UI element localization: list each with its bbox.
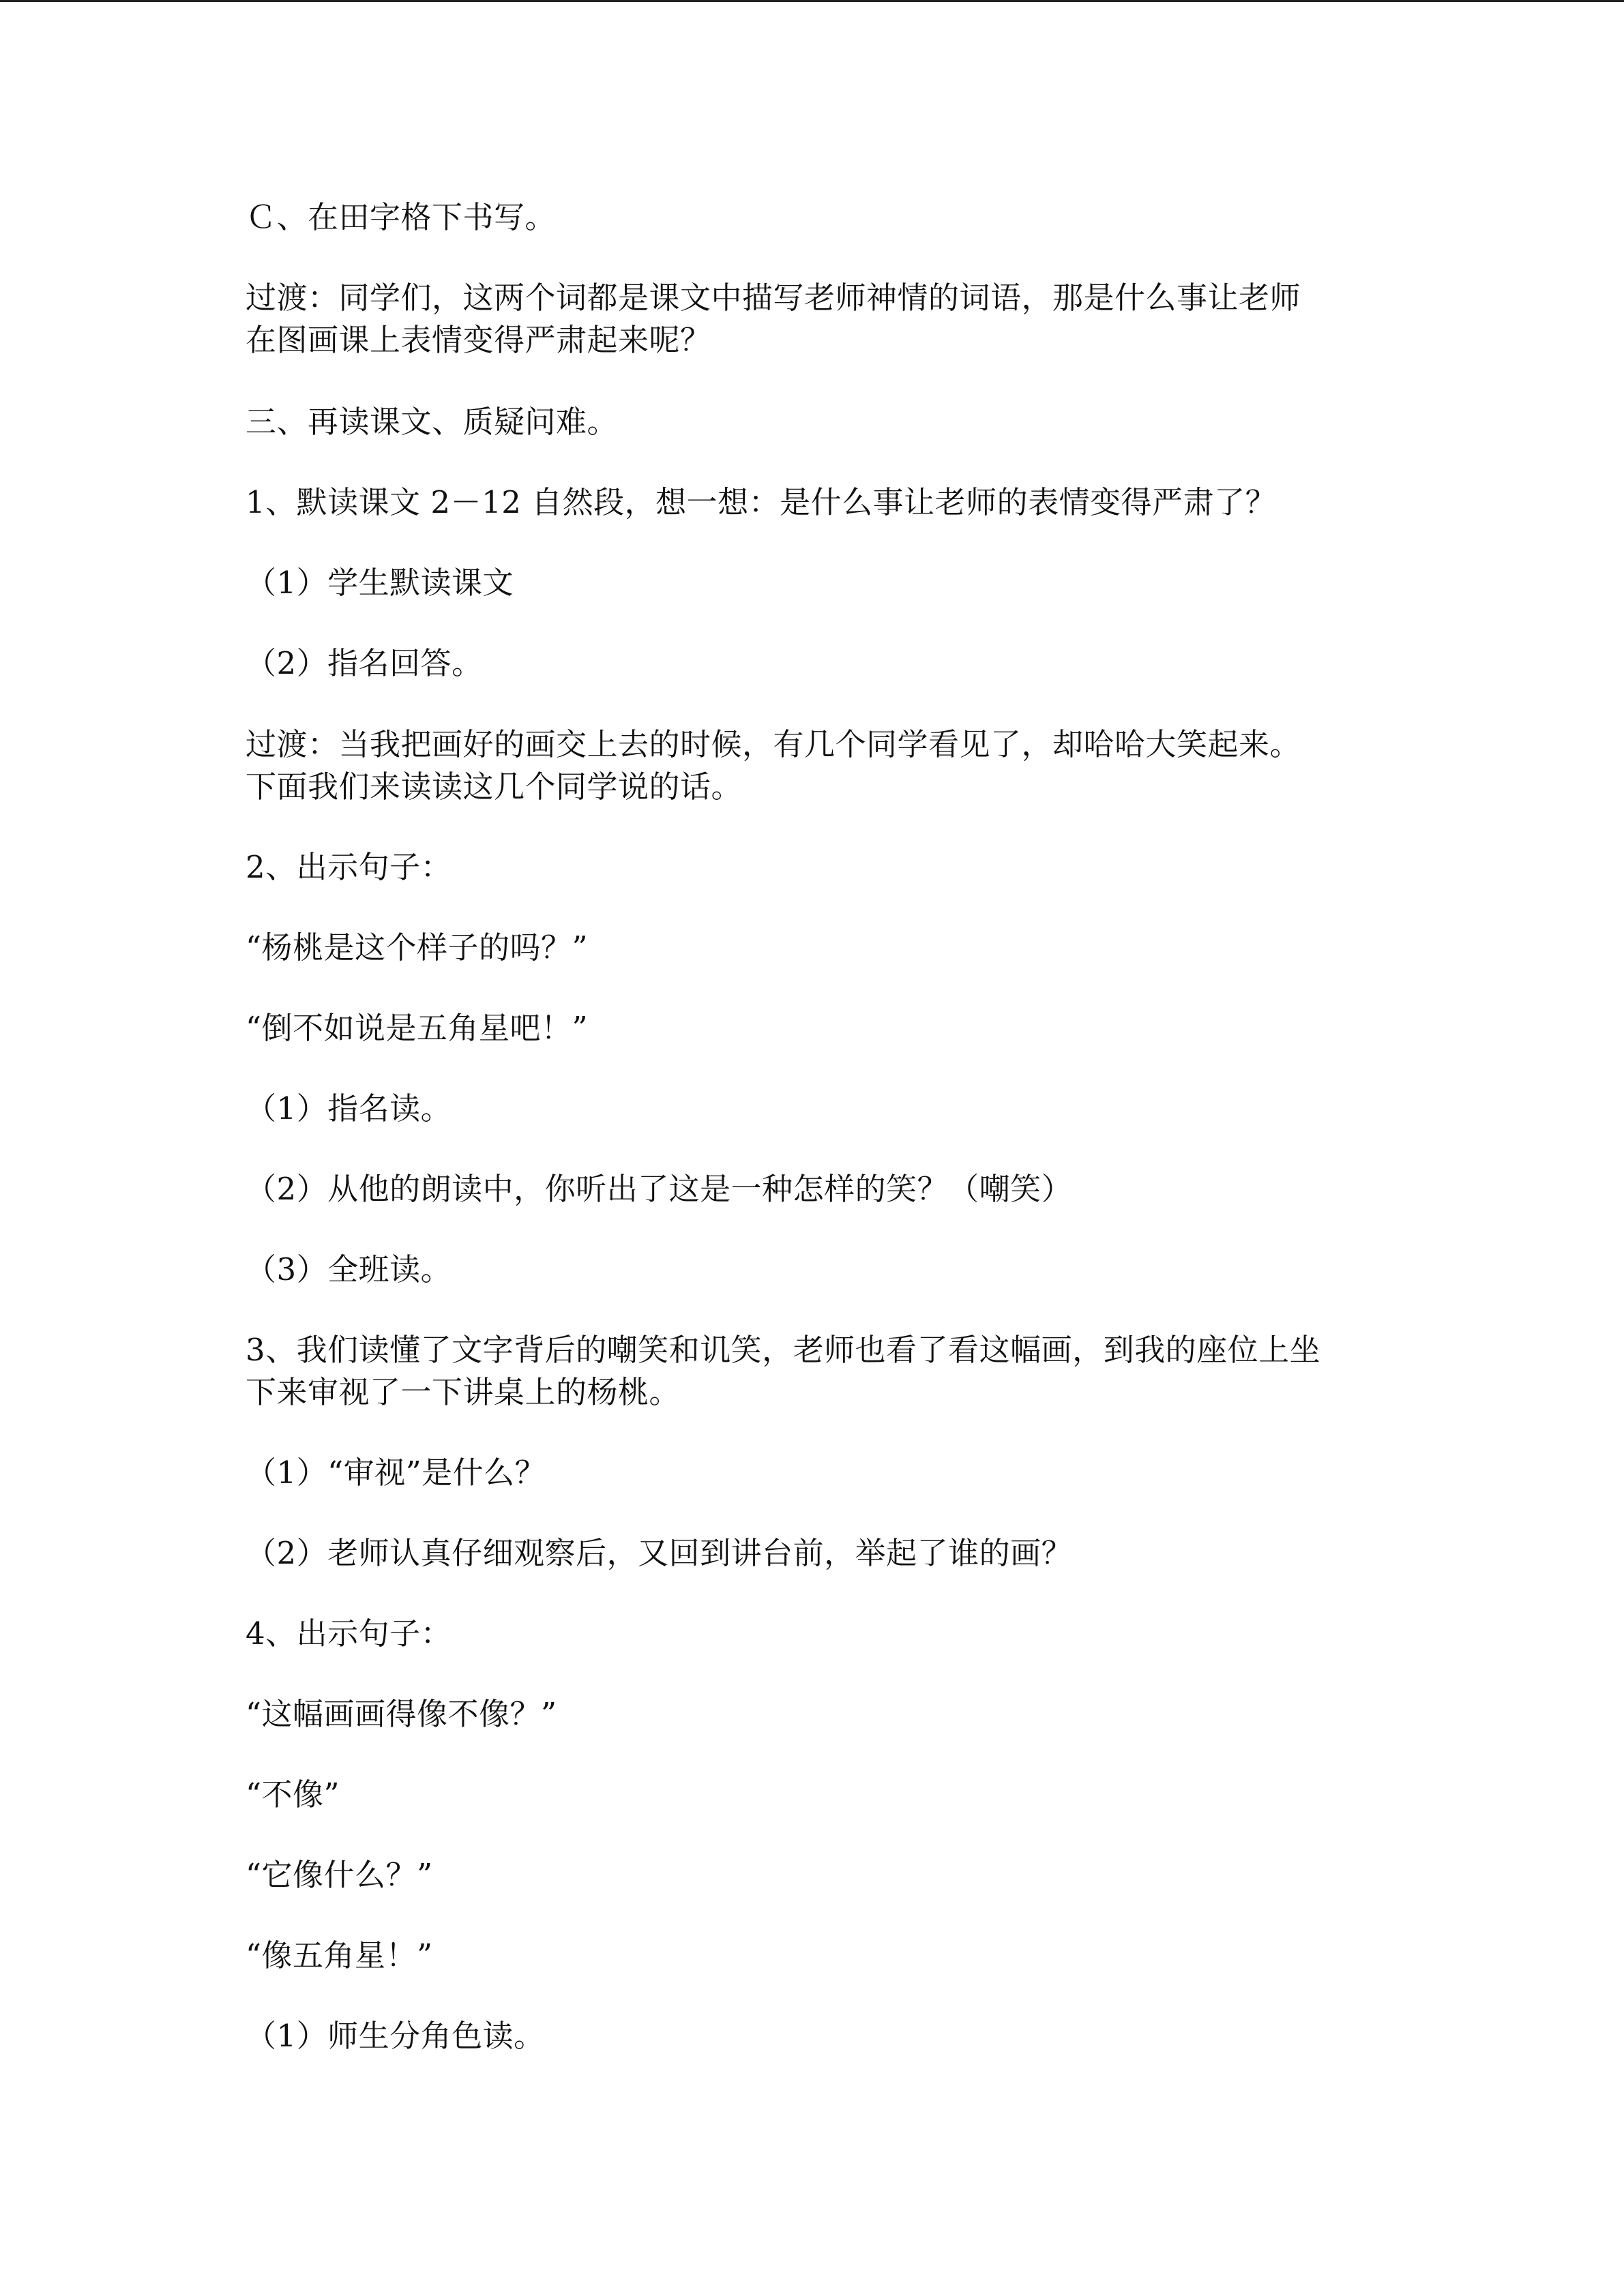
step-c-writing: Ｃ、在田字格下书写。 — [246, 199, 557, 235]
item-3-line-1: 3、我们读懂了文字背后的嘲笑和讥笑，老师也看了看这幅画，到我的座位上坐 — [246, 1332, 1321, 1368]
item-3-sub-2: （2）老师认真仔细观察后，又回到讲台前，举起了谁的画？ — [246, 1535, 1073, 1571]
section-heading-3: 三、再读课文、质疑问难。 — [246, 404, 619, 440]
quote-2: “倒不如说是五角星吧！” — [246, 1010, 589, 1046]
quote-1: “杨桃是这个样子的吗？” — [246, 929, 589, 966]
transition-paragraph-1-line-1: 过渡：同学们，这两个词都是课文中描写老师神情的词语，那是什么事让老师 — [246, 280, 1301, 316]
dialogue-line-2: “不像” — [246, 1776, 340, 1813]
transition-paragraph-2-line-2: 下面我们来读读这几个同学说的话。 — [246, 769, 743, 805]
dialogue-line-4: “像五角星！” — [246, 1937, 433, 1973]
item-1-sub-1: （1）学生默读课文 — [246, 565, 514, 601]
item-2-sub-3: （3）全班读。 — [246, 1251, 452, 1287]
item-1-sub-2: （2）指名回答。 — [246, 645, 483, 681]
dialogue-line-3: “它像什么？” — [246, 1857, 433, 1893]
transition-paragraph-2-line-1: 过渡：当我把画好的画交上去的时候，有几个同学看见了，却哈哈大笑起来。 — [246, 726, 1301, 762]
item-1-instruction: 1、默读课文 2－12 自然段，想一想：是什么事让老师的表情变得严肃了？ — [246, 484, 1277, 520]
item-3-sub-1: （1）“审视”是什么？ — [246, 1455, 546, 1491]
item-2-sub-1: （1）指名读。 — [246, 1090, 452, 1127]
item-4-sub-1: （1）师生分角色读。 — [246, 2018, 545, 2054]
item-2-instruction: 2、出示句子： — [246, 849, 452, 885]
item-3-line-2: 下来审视了一下讲桌上的杨桃。 — [246, 1374, 681, 1410]
item-4-instruction: 4、出示句子： — [246, 1615, 452, 1652]
dialogue-line-1: “这幅画画得像不像？” — [246, 1696, 557, 1732]
transition-paragraph-1-line-2: 在图画课上表情变得严肃起来呢？ — [246, 322, 711, 358]
item-2-sub-2: （2）从他的朗读中，你听出了这是一种怎样的笑？（嘲笑） — [246, 1171, 1073, 1207]
